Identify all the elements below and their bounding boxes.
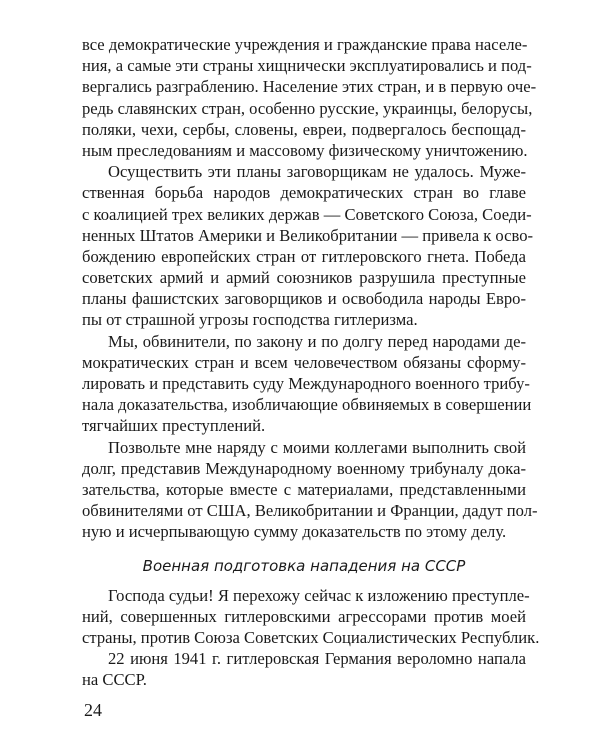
paragraph bbox=[82, 161, 534, 331]
text-line: 22 июня 1941 г. гитлеровская Германия вероломно напала bbox=[108, 649, 526, 669]
text-line: обвинителями от США, Великобритании и Франции, дадут пол- bbox=[82, 501, 538, 521]
page-body bbox=[82, 34, 540, 690]
text-line: с коалицией трех великих держав — Советского Союза, Соеди- bbox=[82, 204, 532, 224]
paragraph bbox=[82, 648, 526, 690]
text-line: мократических стран и всем человечеством обязаны сформу- bbox=[82, 352, 526, 372]
text-line: ную и исчерпывающую сумму доказательств по этому делу. bbox=[82, 522, 507, 542]
text-line: редь славянских стран, особенно русские, украинцы, белорусы, bbox=[82, 98, 533, 118]
text-line: нала доказательства, изобличающие обвиняемых в совершении bbox=[82, 395, 532, 415]
text-line: пы от страшной угрозы господства гитлеризма. bbox=[82, 310, 418, 330]
text-line: советских армий и армий союзников разрушила преступные bbox=[82, 268, 526, 288]
paragraph bbox=[82, 331, 532, 437]
paragraph bbox=[82, 585, 540, 649]
text-before-heading bbox=[82, 34, 538, 543]
text-line: ний, совершенных гитлеровскими агрессорами против моей bbox=[82, 606, 526, 626]
text-line: все демократические учреждения и гражданские права населе- bbox=[82, 35, 528, 54]
text-line: вергались разграблению. Население этих стран, и в первую оче- bbox=[82, 77, 537, 97]
text-line: поляки, чехи, сербы, словены, евреи, подвергалось беспощад- bbox=[82, 119, 526, 139]
text-line: зательства, которые вместе с материалами, представленными bbox=[82, 479, 526, 499]
text-line: Позвольте мне наряду с моими коллегами выполнить свой bbox=[108, 437, 526, 457]
text-line: планы фашистских заговорщиков и освободила народы Евро- bbox=[82, 289, 526, 309]
text-line: лировать и представить суду Международного военного трибу- bbox=[82, 374, 530, 393]
text-line: Господа судьи! Я перехожу сейчас к изложению преступле- bbox=[108, 585, 530, 605]
section-heading: Военная подготовка нападения на СССР bbox=[142, 556, 466, 575]
text-line: ния, а самые эти страны хищнически эксплуатировались и под- bbox=[82, 56, 532, 76]
text-line: ным преследованиям и массовому физическому уничтожению. bbox=[82, 140, 528, 160]
text-line: тягчайших преступлений. bbox=[82, 416, 266, 436]
text-line: Осуществить эти планы заговорщикам не удалось. Муже- bbox=[108, 162, 526, 182]
text-after-heading bbox=[82, 585, 540, 691]
text-line: долг, представив Международному военному трибуналу дока- bbox=[82, 458, 526, 478]
text-line: ственная борьба народов демократических стран во главе bbox=[82, 183, 526, 203]
paragraph bbox=[82, 437, 538, 543]
text-line: Мы, обвинители, по закону и по долгу перед народами де- bbox=[108, 331, 526, 351]
text-line: бождению европейских стран от гитлеровского гнета. Победа bbox=[82, 246, 526, 266]
text-line: ненных Штатов Америки и Великобритании — привела к осво- bbox=[82, 225, 534, 245]
page-number: 24 bbox=[84, 700, 102, 720]
text-line: страны, против Союза Советских Социалистических Республик. bbox=[82, 627, 540, 647]
text-line: на СССР. bbox=[82, 670, 147, 690]
paragraph bbox=[82, 34, 537, 161]
